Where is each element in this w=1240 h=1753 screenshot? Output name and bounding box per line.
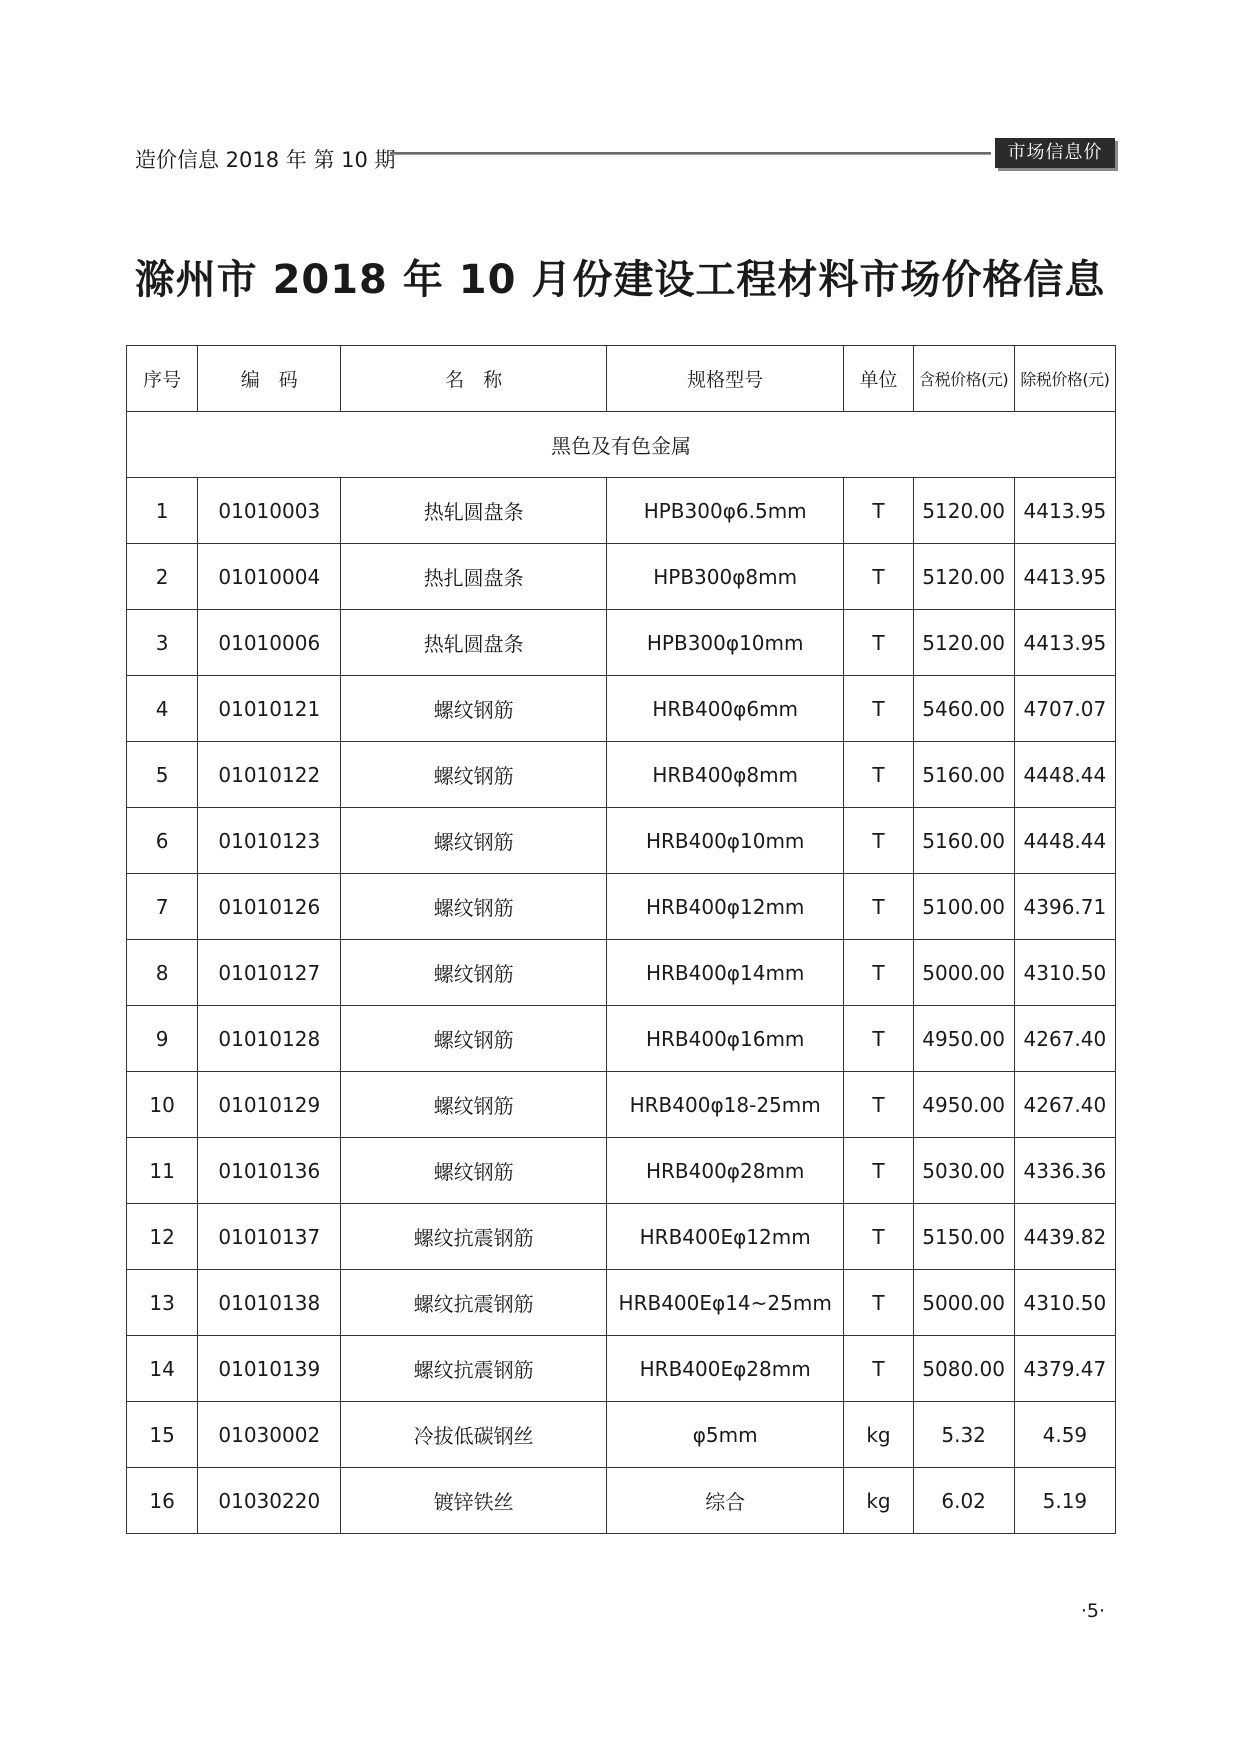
cell-tax-excl-price: 4379.47 [1014, 1336, 1115, 1402]
page-number: ·5· [1080, 1600, 1105, 1622]
cell-code: 01010139 [198, 1336, 341, 1402]
cell-tax-excl-price: 4413.95 [1014, 478, 1115, 544]
cell-tax-incl-price: 5000.00 [913, 940, 1014, 1006]
cell-tax-excl-price: 4413.95 [1014, 610, 1115, 676]
cell-tax-incl-price: 5120.00 [913, 478, 1014, 544]
cell-code: 01010004 [198, 544, 341, 610]
cell-code: 01030220 [198, 1468, 341, 1534]
cell-name: 螺纹抗震钢筋 [341, 1270, 607, 1336]
table-row [127, 1138, 1116, 1204]
table-row [127, 1072, 1116, 1138]
cell-code: 01010006 [198, 610, 341, 676]
cell-code: 01010138 [198, 1270, 341, 1336]
table-row [127, 1204, 1116, 1270]
cell-spec: HRB400Eφ12mm [606, 1204, 843, 1270]
cell-index: 1 [127, 478, 198, 544]
cell-code: 01010126 [198, 874, 341, 940]
table-row [127, 478, 1116, 544]
category-label: 黑色及有色金属 [127, 412, 1116, 478]
cell-spec: HPB300φ6.5mm [606, 478, 843, 544]
cell-code: 01010122 [198, 742, 341, 808]
cell-unit: T [844, 1270, 913, 1336]
cell-tax-excl-price: 4310.50 [1014, 940, 1115, 1006]
cell-name: 螺纹钢筋 [341, 808, 607, 874]
cell-unit: kg [844, 1468, 913, 1534]
cell-tax-excl-price: 4336.36 [1014, 1138, 1115, 1204]
cell-name: 螺纹抗震钢筋 [341, 1204, 607, 1270]
col-header-index: 序号 [127, 346, 198, 412]
cell-tax-incl-price: 5000.00 [913, 1270, 1014, 1336]
cell-unit: T [844, 676, 913, 742]
col-header-unit: 单位 [844, 346, 913, 412]
cell-tax-excl-price: 4.59 [1014, 1402, 1115, 1468]
cell-code: 01010123 [198, 808, 341, 874]
cell-spec: HRB400φ8mm [606, 742, 843, 808]
table-row [127, 1402, 1116, 1468]
cell-spec: 综合 [606, 1468, 843, 1534]
table-row [127, 1006, 1116, 1072]
col-header-tax-incl-price: 含税价格(元) [913, 346, 1014, 412]
table-row [127, 544, 1116, 610]
cell-unit: T [844, 874, 913, 940]
cell-spec: HRB400φ12mm [606, 874, 843, 940]
col-header-spec: 规格型号 [606, 346, 843, 412]
cell-tax-incl-price: 5120.00 [913, 610, 1014, 676]
cell-tax-excl-price: 4310.50 [1014, 1270, 1115, 1336]
cell-index: 10 [127, 1072, 198, 1138]
cell-index: 5 [127, 742, 198, 808]
cell-tax-excl-price: 4413.95 [1014, 544, 1115, 610]
cell-code: 01010128 [198, 1006, 341, 1072]
cell-unit: kg [844, 1402, 913, 1468]
cell-unit: T [844, 478, 913, 544]
cell-tax-incl-price: 5160.00 [913, 808, 1014, 874]
cell-index: 16 [127, 1468, 198, 1534]
cell-code: 01010136 [198, 1138, 341, 1204]
cell-name: 螺纹钢筋 [341, 874, 607, 940]
cell-unit: T [844, 940, 913, 1006]
cell-name: 热轧圆盘条 [341, 610, 607, 676]
cell-tax-incl-price: 4950.00 [913, 1072, 1014, 1138]
cell-name: 螺纹钢筋 [341, 742, 607, 808]
cell-unit: T [844, 808, 913, 874]
cell-spec: HRB400φ14mm [606, 940, 843, 1006]
cell-index: 4 [127, 676, 198, 742]
cell-index: 15 [127, 1402, 198, 1468]
category-row [127, 412, 1116, 478]
page-title: 滁州市 2018 年 10 月份建设工程材料市场价格信息 [134, 257, 1106, 303]
section-tab: 市场信息价 [995, 138, 1115, 168]
cell-tax-incl-price: 5100.00 [913, 874, 1014, 940]
table-row [127, 742, 1116, 808]
cell-spec: HPB300φ10mm [606, 610, 843, 676]
cell-tax-incl-price: 5460.00 [913, 676, 1014, 742]
cell-code: 01010129 [198, 1072, 341, 1138]
cell-name: 螺纹钢筋 [341, 1072, 607, 1138]
cell-name: 螺纹钢筋 [341, 676, 607, 742]
cell-tax-incl-price: 6.02 [913, 1468, 1014, 1534]
cell-name: 镀锌铁丝 [341, 1468, 607, 1534]
cell-code: 01010121 [198, 676, 341, 742]
cell-index: 3 [127, 610, 198, 676]
cell-tax-incl-price: 5160.00 [913, 742, 1014, 808]
publication-title: 造价信息 2018 年 第 10 期 [135, 148, 396, 172]
cell-index: 2 [127, 544, 198, 610]
cell-spec: HRB400φ16mm [606, 1006, 843, 1072]
cell-tax-excl-price: 4396.71 [1014, 874, 1115, 940]
cell-unit: T [844, 1138, 913, 1204]
cell-spec: HRB400Eφ14~25mm [606, 1270, 843, 1336]
cell-tax-incl-price: 5080.00 [913, 1336, 1014, 1402]
cell-tax-excl-price: 4448.44 [1014, 742, 1115, 808]
cell-spec: HRB400φ28mm [606, 1138, 843, 1204]
cell-tax-excl-price: 4439.82 [1014, 1204, 1115, 1270]
cell-unit: T [844, 610, 913, 676]
cell-index: 13 [127, 1270, 198, 1336]
cell-index: 14 [127, 1336, 198, 1402]
table-row [127, 1336, 1116, 1402]
cell-unit: T [844, 742, 913, 808]
cell-spec: φ5mm [606, 1402, 843, 1468]
cell-code: 01030002 [198, 1402, 341, 1468]
cell-tax-incl-price: 5.32 [913, 1402, 1014, 1468]
table-row [127, 874, 1116, 940]
cell-tax-excl-price: 5.19 [1014, 1468, 1115, 1534]
cell-unit: T [844, 1072, 913, 1138]
cell-name: 螺纹钢筋 [341, 940, 607, 1006]
table-row [127, 676, 1116, 742]
table-header-row [127, 346, 1116, 412]
cell-tax-excl-price: 4448.44 [1014, 808, 1115, 874]
price-table [126, 345, 1116, 1534]
table-row [127, 610, 1116, 676]
cell-name: 热轧圆盘条 [341, 478, 607, 544]
cell-index: 11 [127, 1138, 198, 1204]
cell-index: 7 [127, 874, 198, 940]
cell-tax-incl-price: 5030.00 [913, 1138, 1014, 1204]
table-row [127, 808, 1116, 874]
cell-name: 冷拔低碳钢丝 [341, 1402, 607, 1468]
header-divider [390, 152, 991, 155]
cell-unit: T [844, 1204, 913, 1270]
cell-spec: HPB300φ8mm [606, 544, 843, 610]
cell-spec: HRB400φ6mm [606, 676, 843, 742]
cell-name: 螺纹钢筋 [341, 1138, 607, 1204]
cell-tax-incl-price: 5150.00 [913, 1204, 1014, 1270]
cell-code: 01010003 [198, 478, 341, 544]
cell-spec: HRB400φ18-25mm [606, 1072, 843, 1138]
table-row [127, 1468, 1116, 1534]
cell-code: 01010127 [198, 940, 341, 1006]
cell-name: 热扎圆盘条 [341, 544, 607, 610]
cell-index: 6 [127, 808, 198, 874]
cell-name: 螺纹抗震钢筋 [341, 1336, 607, 1402]
cell-tax-excl-price: 4267.40 [1014, 1006, 1115, 1072]
cell-spec: HRB400φ10mm [606, 808, 843, 874]
cell-tax-excl-price: 4707.07 [1014, 676, 1115, 742]
col-header-tax-excl-price: 除税价格(元) [1014, 346, 1115, 412]
cell-unit: T [844, 1006, 913, 1072]
table-row [127, 1270, 1116, 1336]
cell-tax-incl-price: 4950.00 [913, 1006, 1014, 1072]
cell-tax-incl-price: 5120.00 [913, 544, 1014, 610]
col-header-name: 名 称 [341, 346, 607, 412]
cell-unit: T [844, 1336, 913, 1402]
cell-unit: T [844, 544, 913, 610]
cell-index: 8 [127, 940, 198, 1006]
table-row [127, 940, 1116, 1006]
cell-code: 01010137 [198, 1204, 341, 1270]
cell-name: 螺纹钢筋 [341, 1006, 607, 1072]
cell-tax-excl-price: 4267.40 [1014, 1072, 1115, 1138]
cell-spec: HRB400Eφ28mm [606, 1336, 843, 1402]
col-header-code: 编 码 [198, 346, 341, 412]
page-header [135, 138, 1115, 174]
cell-index: 9 [127, 1006, 198, 1072]
cell-index: 12 [127, 1204, 198, 1270]
